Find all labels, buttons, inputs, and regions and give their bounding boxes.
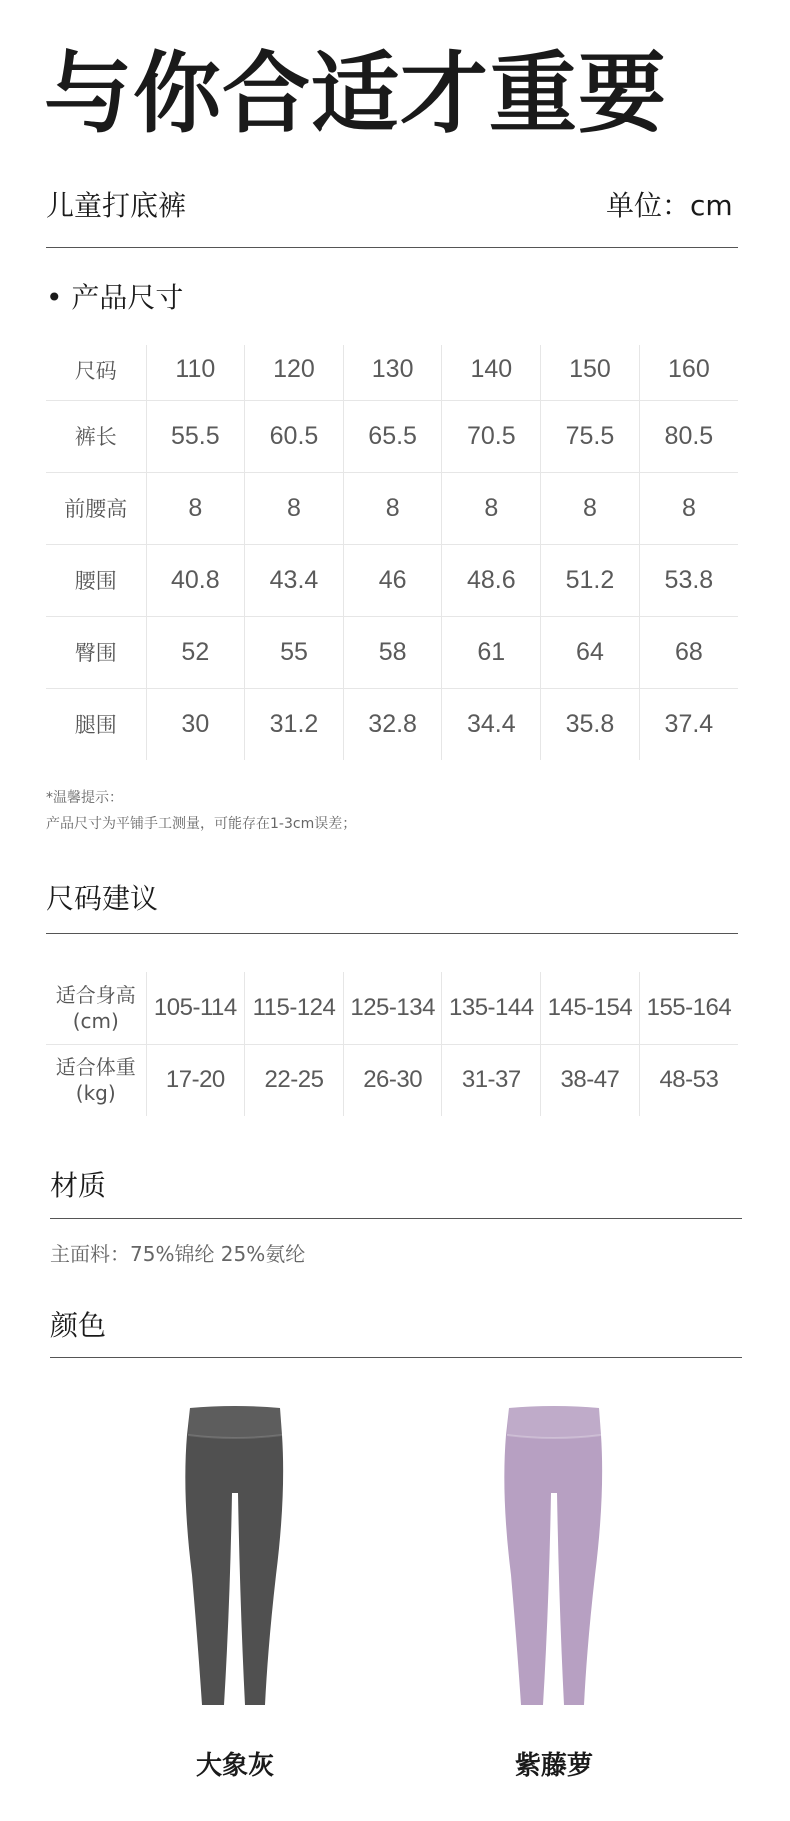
row-label: 尺码 [46,345,146,400]
table-cell: 32.8 [343,688,442,760]
row-label: 前腰高 [46,472,146,544]
table-cell: 26-30 [343,1044,442,1116]
table-row [46,472,738,544]
table-cell: 145-154 [541,972,640,1044]
table-cell: 120 [245,345,344,400]
table-cell: 55.5 [146,400,245,472]
table-row [46,544,738,616]
table-cell: 55 [245,616,344,688]
table-cell: 37.4 [664,709,714,738]
table-cell: 75.5 [541,400,640,472]
bullet-icon: • [46,281,72,314]
row-label: 腰围 [46,544,146,616]
table-row [46,1044,738,1116]
table-cell: 64 [541,616,640,688]
row-label [46,972,146,1044]
table-cell: 130 [343,345,442,400]
table-cell: 155-164 [639,972,738,1044]
table-cell: 150 [541,345,640,400]
size-table [46,345,738,760]
table-cell: 53.8 [639,544,738,616]
table-cell: 31-37 [442,1044,541,1116]
unit-label: 单位：cm [606,189,733,222]
table-cell: 8 [541,472,640,544]
table-cell: 22-25 [245,1044,344,1116]
leggings-image-grey [170,1405,300,1710]
row-label [46,1044,146,1116]
table-cell: 51.2 [541,544,640,616]
table-cell: 58 [343,616,442,688]
row-label-line1: 适合身高 [55,982,136,1007]
row-label: 裤长 [46,400,146,472]
table-cell: 70.5 [442,400,541,472]
divider [46,933,738,934]
table-cell: 38-47 [541,1044,640,1116]
table-row [46,345,738,400]
table-row [46,972,738,1044]
table-cell: 40.8 [146,544,245,616]
table-cell: 34.4 [442,688,541,760]
row-label-unit: (kg) [75,1081,116,1106]
table-cell: 31.2 [245,688,344,760]
table-cell: 105-114 [146,972,245,1044]
table-cell: 8 [343,472,442,544]
divider [46,247,738,248]
row-label-unit: (cm) [72,1008,119,1033]
table-row [46,400,738,472]
size-section-title: • 产品尺寸 [46,281,184,314]
table-cell: 61 [442,616,541,688]
table-cell: 35.8 [541,688,640,760]
table-cell: 52 [146,616,245,688]
divider [50,1218,742,1219]
table-cell: 65.5 [343,400,442,472]
divider [50,1357,742,1358]
color-section-title: 颜色 [50,1309,107,1342]
note-title: *温馨提示： [46,790,123,806]
table-cell: 60.5 [245,400,344,472]
table-cell: 46 [343,544,442,616]
table-cell: 125-134 [343,972,442,1044]
recommend-section-title: 尺码建议 [46,882,159,915]
product-line-title: 儿童打底裤 [46,189,187,222]
table-cell: 43.4 [245,544,344,616]
table-cell: 140 [442,345,541,400]
table-cell: 80.5 [639,400,738,472]
table-cell: 160 [639,345,738,400]
table-cell: 17-20 [146,1044,245,1116]
leggings-image-purple [489,1405,619,1710]
table-cell: 48.6 [442,544,541,616]
table-cell: 68 [639,616,738,688]
table-cell: 135-144 [442,972,541,1044]
table-row [46,616,738,688]
hero-title: 与你合适才重要 [44,42,668,145]
table-cell: 48-53 [659,1066,719,1094]
table-cell: 8 [245,472,344,544]
color-label-purple: 紫藤萝 [514,1751,593,1781]
table-cell: 8 [146,472,245,544]
note-text: 产品尺寸为平铺手工测量，可能存在1-3cm误差； [46,816,357,832]
material-section-title: 材质 [50,1169,107,1202]
row-label: 腿围 [46,688,146,760]
table-cell: 8 [442,472,541,544]
table-cell: 115-124 [245,972,344,1044]
table-cell: 8 [639,472,738,544]
row-label-line1: 适合体重 [55,1055,136,1080]
table-row [46,688,738,760]
table-cell: 30 [146,688,245,760]
recommend-table [46,972,738,1116]
material-text: 主面料：75%锦纶 25%氨纶 [50,1242,306,1266]
row-label: 臀围 [46,616,146,688]
table-cell: 110 [146,345,245,400]
color-label-grey: 大象灰 [195,1751,274,1781]
